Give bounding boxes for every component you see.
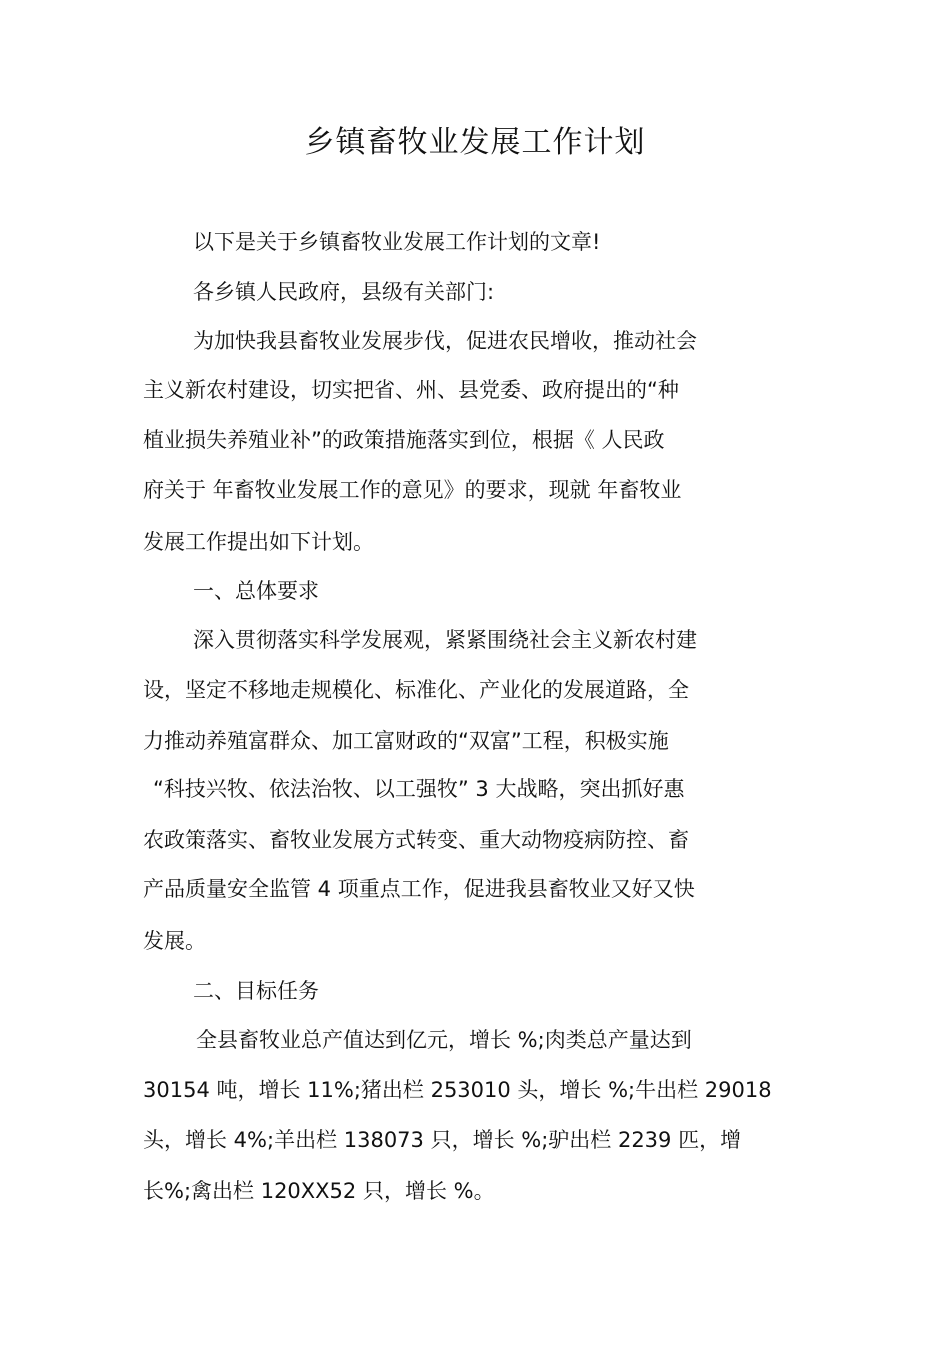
paragraph-line: 发展工作提出如下计划。	[143, 530, 374, 554]
section-heading: 二、目标任务	[193, 979, 319, 1003]
paragraph-line: 头，增长 4%;羊出栏 138073 只，增长 %;驴出栏 2239 匹，增	[143, 1128, 742, 1152]
paragraph-line: 为加快我县畜牧业发展步伐，促进农民增收，推动社会	[193, 329, 697, 353]
paragraph-line: 产品质量安全监管 4 项重点工作，促进我县畜牧业又好又快	[143, 877, 695, 901]
paragraph-line: 农政策落实、畜牧业发展方式转变、重大动物疫病防控、畜	[143, 828, 689, 852]
paragraph-line: 深入贯彻落实科学发展观，紧紧围绕社会主义新农村建	[193, 628, 697, 652]
paragraph-line: 植业损失养殖业补”的政策措施落实到位，根据《 人民政	[143, 428, 665, 452]
paragraph-line: 全县畜牧业总产值达到亿元，增长 %;肉类总产量达到	[196, 1028, 692, 1052]
paragraph-line: 主义新农村建设，切实把省、州、县党委、政府提出的“种	[143, 378, 679, 402]
paragraph-line: 力推动养殖富群众、加工富财政的“双富”工程，积极实施	[143, 729, 669, 753]
section-heading: 一、总体要求	[193, 579, 319, 603]
intro-line: 以下是关于乡镇畜牧业发展工作计划的文章!	[193, 230, 601, 254]
paragraph-line: 府关于 年畜牧业发展工作的意见》的要求，现就 年畜牧业	[143, 478, 682, 502]
paragraph-line: 设，坚定不移地走规模化、标准化、产业化的发展道路，全	[143, 678, 689, 702]
salutation-line: 各乡镇人民政府，县级有关部门:	[193, 280, 495, 304]
paragraph-line: “科技兴牧、依法治牧、以工强牧” 3 大战略，突出抓好惠	[153, 777, 685, 801]
document-title: 乡镇畜牧业发展工作计划	[304, 125, 646, 160]
paragraph-line: 长%;禽出栏 120XX52 只，增长 %。	[143, 1179, 495, 1203]
paragraph-line: 发展。	[143, 929, 206, 953]
paragraph-line: 30154 吨，增长 11%;猪出栏 253010 头，增长 %;牛出栏 29018	[143, 1078, 772, 1102]
